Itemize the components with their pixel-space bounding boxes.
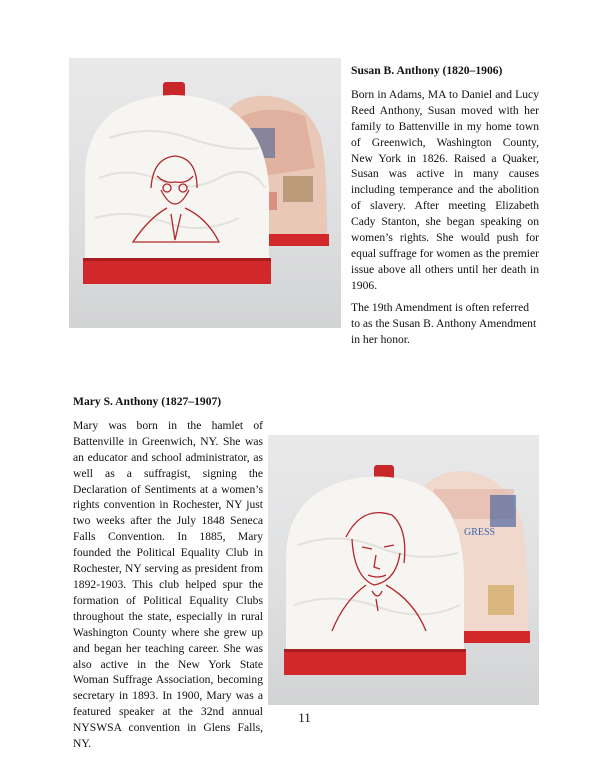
susan-anthony-section <box>351 63 539 353</box>
page-number: 11 <box>298 710 311 725</box>
back-cozy-print-text: GRESS <box>464 527 496 538</box>
susan-anthony-heading: Susan B. Anthony (1820–1906) <box>351 64 503 77</box>
nineteenth-amendment-note: The 19th Amendment is often referred to as the Susan B. Anthony Amendment in her honor. <box>351 300 537 346</box>
susan-anthony-biography: Born in Adams, MA to Daniel and Lucy Reed Anthony, Susan moved with her family to Battenville in my home town of Greenwich, Washington County, New York in 1826. Raised a Quaker, Susan was active in many causes including temperance and the abolition of slavery. After meeting Elizabeth Cady Stanton, she began speaking on women’s rights. She would push for equal suffrage for women as the premier issue above all others until her death in 1906. <box>351 87 539 292</box>
susan-anthony-tea-cozy-photo <box>69 58 341 328</box>
mary-anthony-tea-cozy-photo <box>268 435 539 705</box>
mary-anthony-biography: Mary was born in the hamlet of Battenville in Greenwich, NY. She was an educator and school administrator, as well as a suffragist, signing the Declaration of Sentiments at a women’s rights convention in Rochester, NY just two weeks after the July 1848 Seneca Falls Convention. In 1885, Mary founded the Political Equality Club in Rochester, NY serving as president from 1892-1903. This club helped spur the formation of Political Equality Clubs throughout the state, especially in rural Washington County where she grew up and began her teaching career. She was also active in the New York State Woman Suffrage Association, becoming secretary in 1893. In 1900, Mary was a featured speaker at the 32nd annual NYSWSA convention in Glens Falls, NY. <box>73 418 263 751</box>
mary-anthony-heading: Mary S. Anthony (1827–1907) <box>73 395 222 408</box>
mary-anthony-section <box>73 394 263 758</box>
